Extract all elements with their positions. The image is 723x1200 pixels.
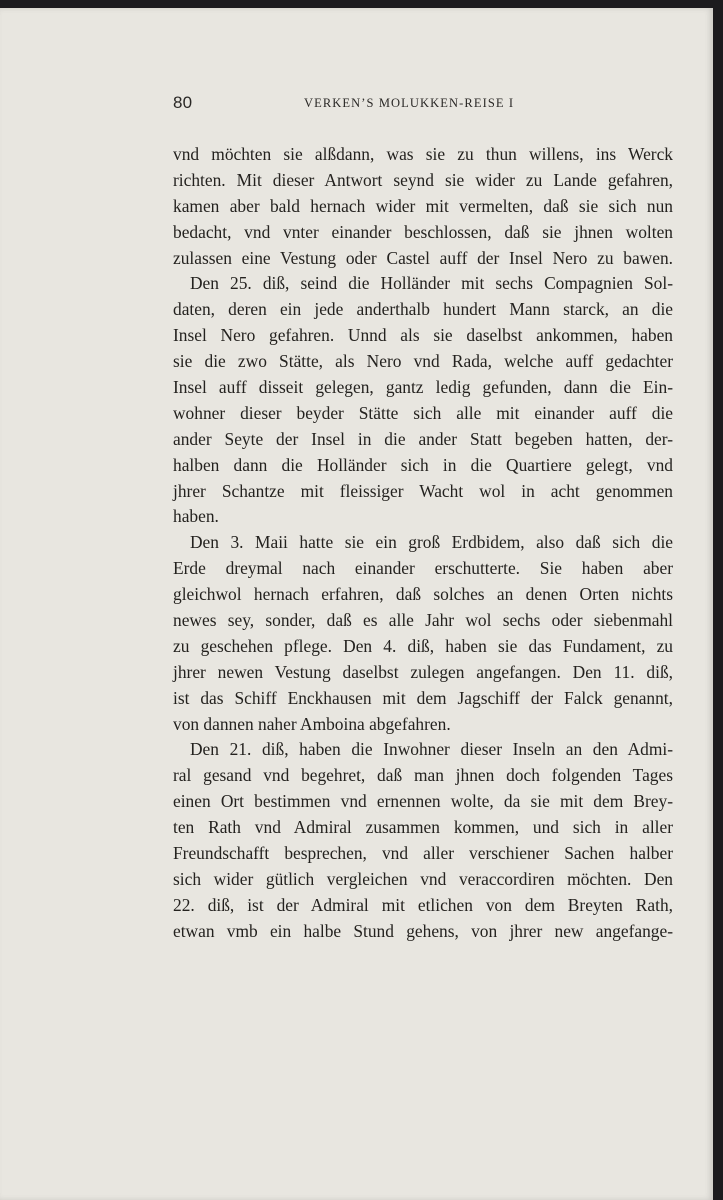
text-line: sie die zwo Stätte, als Nero vnd Rada, welche auff gedachter [173,351,673,372]
text-line: ist das Schiff Enckhausen mit dem Jagschiff der Falck genannt, [173,687,673,708]
text-line: Den 25. diß, seind die Holländer mit sechs Compagnien Sol- [190,273,673,294]
text-line: Freundschafft besprechen, vnd aller verschiener Sachen halber [173,843,673,864]
text-line: newes sey, sonder, daß es alle Jahr wol sechs oder siebenmahl [173,610,673,631]
text-line: etwan vmb ein halbe Stund gehens, von jhrer new angefange- [173,920,673,941]
text-line: Den 3. Maii hatte sie ein groß Erdbidem, also daß sich die [190,532,673,553]
text-line: einen Ort bestimmen vnd ernennen wolte, da sie mit dem Brey- [173,791,673,812]
text-line: sich wider gütlich vergleichen vnd veraccordiren möchten. Den [173,868,673,889]
text-line: kamen aber bald hernach wider mit vermelten, daß sie sich nun [173,195,673,216]
text-line: Insel Nero gefahren. Unnd als sie daselbst ankommen, haben [173,325,673,346]
paragraph [173,737,673,944]
body-text [173,142,673,945]
scan-border-right [713,0,723,1200]
text-line: ten Rath vnd Admiral zusammen kommen, und sich in aller [173,817,673,838]
text-line: Den 21. diß, haben die Inwohner dieser Inseln an den Admi- [190,739,673,760]
text-line: wohner dieser beyder Stätte sich alle mit einander auff die [173,402,673,423]
text-line: jhrer Schantze mit fleissiger Wacht wol in acht genommen [173,480,673,501]
text-line: daten, deren ein jede anderthalb hundert Mann starck, an die [173,299,673,320]
text-line: zu geschehen pflege. Den 4. diß, haben sie das Fundament, zu [173,635,673,656]
text-line: vnd möchten sie alßdann, was sie zu thun willens, ins Werck [173,144,673,164]
text-line: ander Seyte der Insel in die ander Statt begeben hatten, der- [173,428,673,449]
text-line: 22. diß, ist der Admiral mit etlichen von dem Breyten Rath, [173,894,673,915]
running-head [173,93,673,117]
running-head-title: VERKEN’S MOLUKKEN-REISE I [304,96,515,110]
text-line: haben. [173,506,219,527]
text-line: zulassen eine Vestung oder Castel auff der Insel Nero zu bawen. [173,247,673,268]
text-line: ral gesand vnd begehret, daß man jhnen doch folgenden Tages [173,765,673,786]
text-line: halben dann die Holländer sich in die Quartiere gelegt, vnd [173,454,673,475]
text-line: bedacht, vnd vnter einander beschlossen, daß sie jhnen wolten [173,221,673,242]
paragraph [173,142,673,271]
text-line: gleichwol hernach erfahren, daß solches an denen Orten nichts [173,584,673,605]
text-line: Erde dreymal nach einander erschutterte. Sie haben aber [173,558,673,579]
paragraph [173,271,673,530]
page-number: 80 [173,93,193,112]
paragraph [173,530,673,737]
text-line: richten. Mit dieser Antwort seynd sie wider zu Lande gefahren, [173,169,673,190]
text-line: von dannen naher Amboina abgefahren. [173,713,451,734]
text-line: jhrer newen Vestung daselbst zulegen angefangen. Den 11. diß, [173,661,673,682]
text-line: Insel auff disseit gelegen, gantz ledig gefunden, dann die Ein- [173,377,673,398]
